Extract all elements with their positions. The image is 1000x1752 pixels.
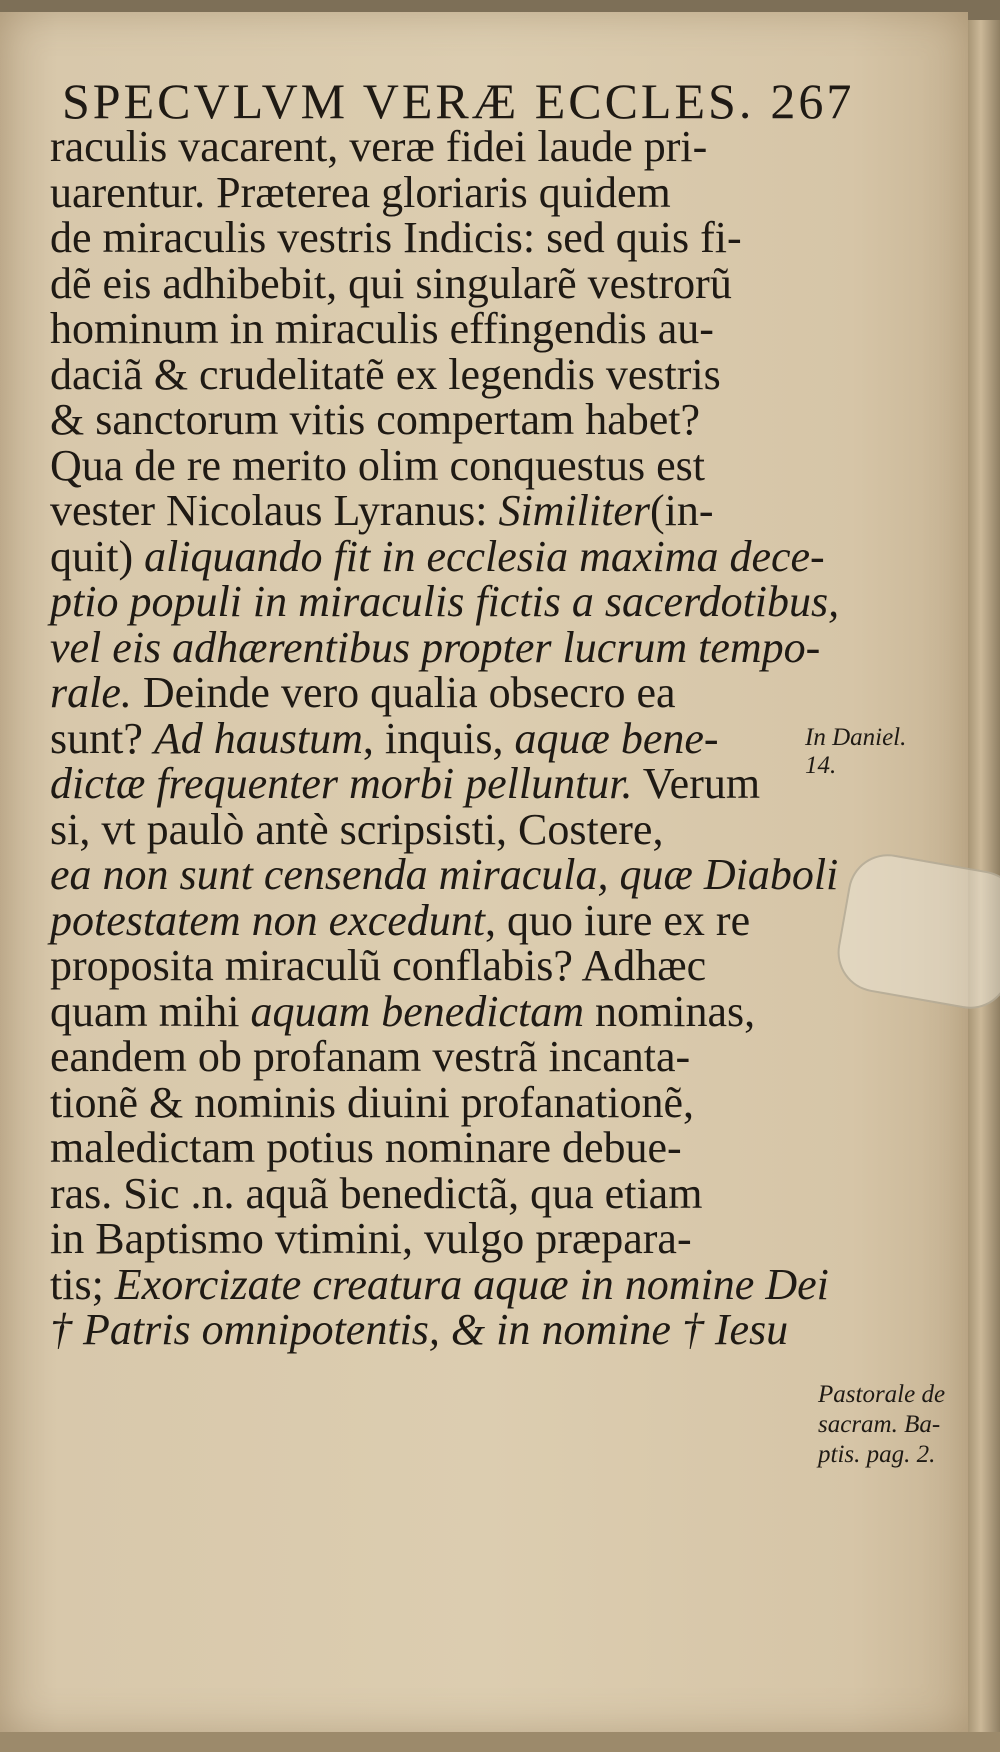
- text-segment: quit): [50, 531, 145, 581]
- italic-text-segment: rale.: [50, 668, 132, 717]
- italic-text-segment: ea non sunt censenda miracula, quæ Diaboli: [50, 850, 839, 899]
- text-line: [50, 804, 810, 854]
- page-bottom-edge: [0, 1732, 1000, 1752]
- marginal-note-pastorale: [818, 1380, 945, 1470]
- italic-text-segment: Exorcizate creatura aquæ in nomine Dei: [114, 1259, 829, 1309]
- text-segment: proposita miraculũ conflabis? Adhæc: [50, 941, 707, 990]
- text-line: [50, 1125, 810, 1171]
- text-line: [50, 215, 810, 261]
- text-segment: ras. Sic .n. aquã benedictã, qua etiam: [50, 1168, 703, 1218]
- text-line: [50, 1168, 810, 1218]
- text-segment: dẽ eis adhibebit, qui singularẽ vestrorũ: [50, 258, 732, 308]
- text-segment: daciã & crudelitatẽ ex legendis vestris: [50, 349, 721, 399]
- marginal-note-line: sacram. Ba-: [818, 1411, 941, 1438]
- text-line: [50, 1216, 810, 1262]
- text-line: [50, 713, 810, 763]
- text-segment: maledictam potius nominare debue-: [50, 1123, 682, 1172]
- text-segment: , quo iure ex re: [484, 895, 751, 945]
- marginal-note-line: Pastorale de: [818, 1381, 946, 1408]
- italic-text-segment: aquæ bene-: [514, 713, 719, 763]
- running-title: SPECVLVM VERÆ ECCLES.: [62, 73, 755, 129]
- text-line: [50, 1307, 810, 1353]
- text-segment: tionẽ & nominis diuini profanationẽ,: [50, 1077, 695, 1127]
- italic-text-segment: dictæ frequenter morbi pelluntur.: [50, 759, 633, 808]
- marginal-note-line: ptis. pag. 2.: [818, 1441, 936, 1468]
- text-line: [50, 761, 810, 807]
- italic-text-segment: Ad haustum: [153, 713, 363, 763]
- italic-text-segment: Similiter: [498, 486, 651, 535]
- marginal-note-line: In Daniel.: [805, 724, 907, 751]
- text-segment: , inquis,: [362, 713, 515, 763]
- italic-text-segment: † Patris omnipotentis, & in nomine † Iesu: [50, 1305, 789, 1354]
- text-line: [50, 349, 810, 399]
- text-line: [50, 397, 810, 443]
- text-line: [50, 850, 839, 899]
- text-line: [50, 306, 810, 352]
- text-segment: sunt?: [50, 713, 154, 763]
- text-line: [50, 531, 825, 581]
- italic-text-segment: ptio populi in miraculis fictis a sacerdotibus,: [50, 577, 840, 626]
- text-line: [50, 895, 810, 945]
- text-line: [50, 943, 810, 989]
- text-segment: eandem ob profanam vestrã incanta-: [50, 1032, 691, 1081]
- text-segment: de miraculis vestris Indicis: sed quis fi-: [50, 213, 742, 262]
- italic-text-segment: aquam benedictam: [250, 986, 585, 1036]
- italic-text-segment: vel eis adhærentibus propter lucrum tempo-: [50, 622, 821, 672]
- text-line: [50, 1259, 829, 1309]
- text-line: [50, 670, 810, 716]
- text-segment: si, vt paulò antè scripsisti, Costere,: [50, 804, 664, 854]
- text-segment: uarentur. Præterea gloriaris quidem: [50, 167, 671, 217]
- text-segment: hominum in miraculis effingendis au-: [50, 304, 714, 353]
- text-line: [50, 986, 810, 1036]
- marginal-note-daniel: [805, 724, 906, 780]
- marginal-note-line: 14.: [805, 752, 837, 779]
- page-number: 267: [770, 73, 855, 129]
- text-line: [50, 124, 810, 170]
- text-line: [50, 1077, 810, 1127]
- text-line: [50, 622, 821, 672]
- text-segment: in Baptismo vtimini, vulgo præpara-: [50, 1214, 692, 1263]
- text-segment: tis;: [50, 1259, 115, 1309]
- text-segment: Verum: [632, 759, 761, 808]
- text-segment: quam mihi: [50, 986, 251, 1036]
- text-segment: (in-: [650, 486, 714, 535]
- text-line: [50, 440, 810, 490]
- text-segment: & sanctorum vitis compertam habet?: [50, 395, 701, 444]
- text-line: [50, 258, 810, 308]
- text-segment: raculis vacarent, veræ fidei laude pri-: [50, 122, 708, 171]
- text-segment: Qua de re merito olim conquestus est: [50, 440, 705, 490]
- text-segment: nominas,: [584, 986, 756, 1036]
- text-line: [50, 167, 810, 217]
- text-line: [50, 577, 840, 626]
- italic-text-segment: potestatem non excedunt: [50, 895, 485, 945]
- italic-text-segment: aliquando fit in ecclesia maxima dece-: [144, 531, 825, 581]
- text-line: [50, 488, 810, 534]
- text-segment: Deinde vero qualia obsecro ea: [131, 668, 676, 717]
- text-segment: vester Nicolaus Lyranus:: [50, 486, 499, 535]
- text-line: [50, 1034, 810, 1080]
